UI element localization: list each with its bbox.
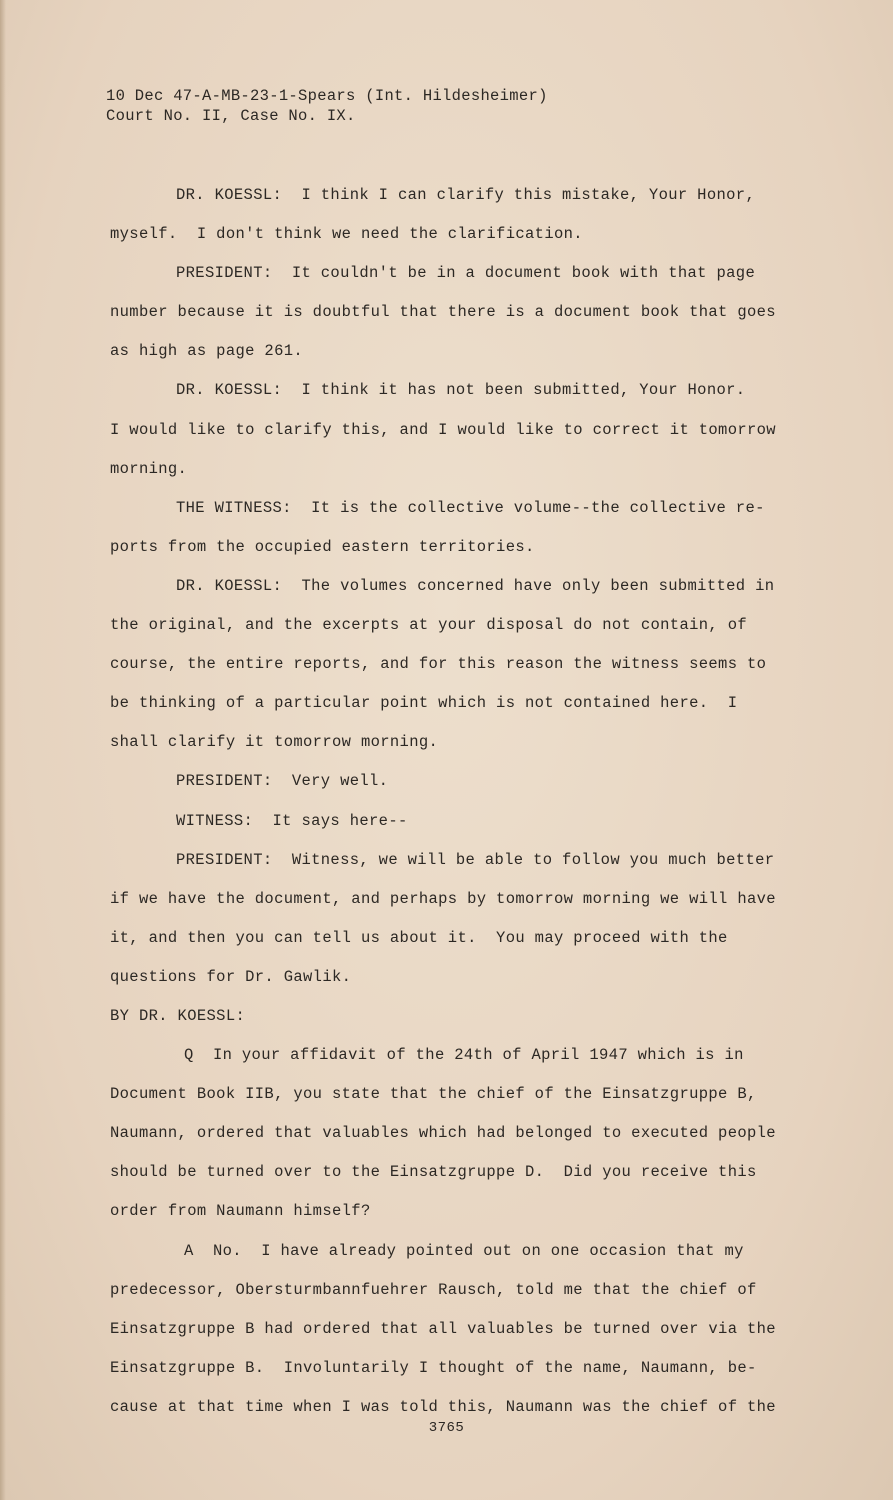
transcript-line: it, and then you can tell us about it. You may proceed with the: [110, 928, 728, 947]
transcript-line: PRESIDENT: Very well.: [176, 772, 389, 791]
page-edge-shadow: [0, 0, 6, 1500]
transcript-line: THE WITNESS: It is the collective volume--the collective re-: [176, 498, 765, 517]
transcript-line: ports from the occupied eastern territories.: [110, 537, 535, 556]
transcript-line: PRESIDENT: It couldn't be in a document book with that page: [176, 264, 756, 283]
transcript-line: DR. KOESSL: I think it has not been submitted, Your Honor.: [176, 381, 746, 400]
transcript-body: [110, 176, 800, 1427]
transcript-line: if we have the document, and perhaps by tomorrow morning we will have: [110, 889, 776, 908]
transcript-line: morning.: [110, 459, 188, 478]
transcript-line: course, the entire reports, and for this reason the witness seems to: [110, 655, 767, 674]
transcript-line: predecessor, Obersturmbannfuehrer Rausch, told me that the chief of: [110, 1280, 757, 1299]
page-number: 3765: [428, 1420, 465, 1436]
document-header: [106, 86, 548, 126]
header-line-2: Court No. II, Case No. IX.: [106, 107, 356, 125]
transcript-line: WITNESS: It says here--: [176, 811, 408, 830]
transcript-line: I would like to clarify this, and I would like to correct it tomorrow: [110, 420, 776, 439]
transcript-line: BY DR. KOESSL:: [110, 1006, 246, 1025]
transcript-line: Naumann, ordered that valuables which had belonged to executed people: [110, 1124, 776, 1143]
transcript-line: PRESIDENT: Witness, we will be able to follow you much better: [176, 850, 775, 869]
transcript-line: should be turned over to the Einsatzgruppe D. Did you receive this: [110, 1163, 757, 1182]
transcript-line: Q In your affidavit of the 24th of April 1947 which is in: [184, 1046, 744, 1065]
transcript-line: be thinking of a particular point which is not contained here. I: [110, 694, 738, 713]
transcript-line: cause at that time when I was told this, Naumann was the chief of the: [110, 1397, 776, 1416]
transcript-line: the original, and the excerpts at your disposal do not contain, of: [110, 616, 747, 635]
transcript-line: DR. KOESSL: I think I can clarify this mistake, Your Honor,: [176, 186, 756, 204]
header-line-1: 10 Dec 47-A-MB-23-1-Spears (Int. Hildesheimer): [106, 87, 548, 105]
transcript-line: number because it is doubtful that there is a document book that goes: [110, 303, 776, 322]
transcript-line: Document Book IIB, you state that the chief of the Einsatzgruppe B,: [110, 1085, 757, 1104]
transcript-line: as high as page 261.: [110, 342, 304, 361]
transcript-line: A No. I have already pointed out on one occasion that my: [184, 1241, 744, 1260]
transcript-line: order from Naumann himself?: [110, 1202, 371, 1221]
transcript-line: DR. KOESSL: The volumes concerned have only been submitted in: [176, 576, 775, 595]
transcript-line: questions for Dr. Gawlik.: [110, 967, 352, 986]
transcript-line: shall clarify it tomorrow morning.: [110, 733, 439, 752]
transcript-line: Einsatzgruppe B had ordered that all valuables be turned over via the: [110, 1319, 776, 1338]
transcript-line: myself. I don't think we need the clarification.: [110, 225, 583, 244]
transcript-line: Einsatzgruppe B. Involuntarily I thought of the name, Naumann, be-: [110, 1358, 757, 1377]
